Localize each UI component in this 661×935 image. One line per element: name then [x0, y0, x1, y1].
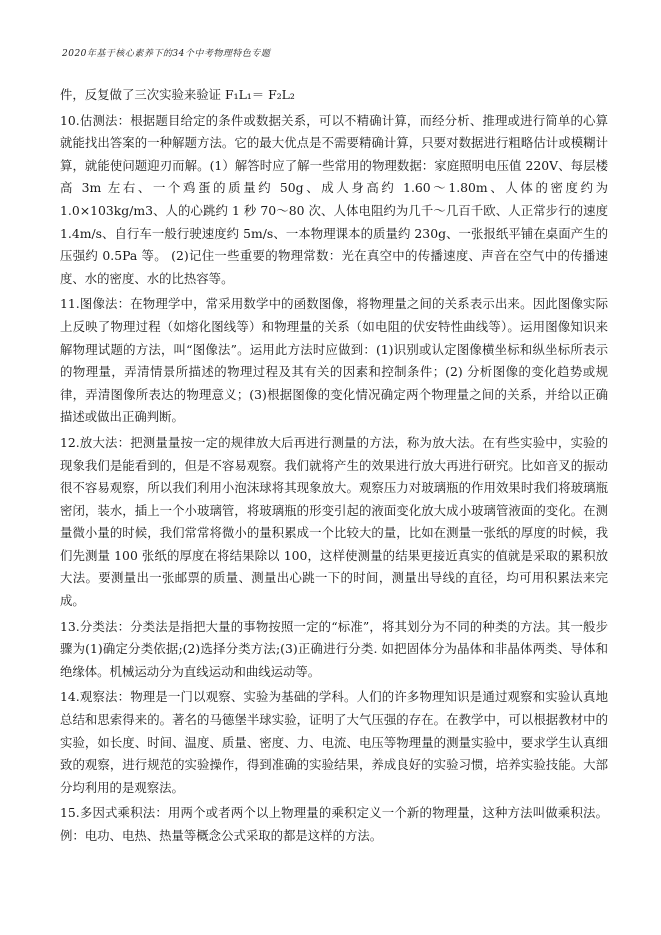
document-body: [60, 84, 608, 848]
paragraph-graph-method: 11.图像法：在物理学中，常采用数学中的函数图像，将物理量之间的关系表示出来。因此图像实际上反映了物理过程（如熔化图线等）和物理量的关系（如电阻的伏安特性曲线等）。运用图像知识来解物理试题的方法，叫“图像法”。运用此方法时应做到：(1)识别或认定图像横坐标和纵坐标所表示的物理量，弄清情景所描述的物理过程及其有关的因素和控制条件；(2) 分析图像的变化趋势或规律，弄清图像所表达的物理意义；(3)根据图像的变化情况确定两个物理量之间的关系，并给以正确描述或做出正确判断。: [60, 296, 608, 425]
paragraph-product-method: 15.多因式乘积法：用两个或者两个以上物理量的乘积定义一个新的物理量，这种方法叫做乘积法。例：电功、电热、热量等概念公式采取的都是这样的方法。: [60, 805, 608, 843]
paragraph-classification-method: 13.分类法：分类法是指把大量的事物按照一定的“标准”，将其划分为不同的种类的方法。其一般步骤为(1)确定分类依据;(2)选择分类方法;(3)正确进行分类. 如把固体分为晶体和非晶体两类、导体和绝缘体。机械运动分为直线运动和曲线运动等。: [60, 618, 608, 679]
paragraph-observation-method: 14.观察法：物理是一门以观察、实验为基础的学科。人们的许多物理知识是通过观察和实验认真地总结和思索得来的。著名的马德堡半球实验，证明了大气压强的存在。在教学中，可以根据教材中的实验，如长度、时间、温度、质量、密度、力、电流、电压等物理量的测量实验中，要求学生认真细致的观察，进行规范的实验操作，得到准确的实验结果，养成良好的实验习惯，培养实验技能。大部分均利用的是观察法。: [60, 689, 608, 795]
paragraph-estimation-method: 10.估测法：根据题目给定的条件或数据关系，可以不精确计算，而经分析、推理或进行简单的心算就能找出答案的一种解题方法。它的最大优点是不需要精确计算，只要对数据进行粗略估计或模糊计算，就能使问题迎刃而解。(1）解答时应了解一些常用的物理数据：家庭照明电压值 220V、每层楼高 3m 左右、一个鸡蛋的质量约 50g、成人身高约 1.60～1.80m、人体的密度约为 1.0×103kg/m3、人的心跳约 1 秒 70～80 次、人体电阻约为几千～几百千欧、人正常步行的速度 1.4m/s、自行车一般行驶速度约 5m/s、一本物理课本的质量约 230g、一张报纸平铺在桌面产生的压强约 0.5Pa 等。 (2)记住一些重要的物理常数：光在真空中的传播速度、声音在空气中的传播速度、水的密度、水的比热容等。: [60, 112, 608, 286]
page-header: 2020年基于核心素养下的34个中考物理特色专题: [62, 49, 271, 59]
paragraph-continuation: 件，反复做了三次实验来验证 F₁L₁＝ F₂L₂: [60, 87, 295, 102]
paragraph-amplification-method: 12.放大法：把测量量按一定的规律放大后再进行测量的方法，称为放大法。在有些实验中，实验的现象我们是能看到的，但是不容易观察。我们就将产生的效果进行放大再进行研究。比如音叉的振动很不容易观察，所以我们利用小泡沫球将其现象放大。观察压力对玻璃瓶的作用效果时我们将玻璃瓶密闭，装水，插上一个小玻璃管，将玻璃瓶的形变引起的液面变化放大成小玻璃管液面的变化。在测量微小量的时候，我们常常将微小的量积累成一个比较大的量，比如在测量一张纸的厚度的时候，我们先测量 100 张纸的厚度在将结果除以 100，这样使测量的结果更接近真实的值就是采取的累积放大法。要测量出一张邮票的质量、测量出心跳一下的时间，测量出导线的直径，均可用积累法来完成。: [60, 434, 608, 609]
